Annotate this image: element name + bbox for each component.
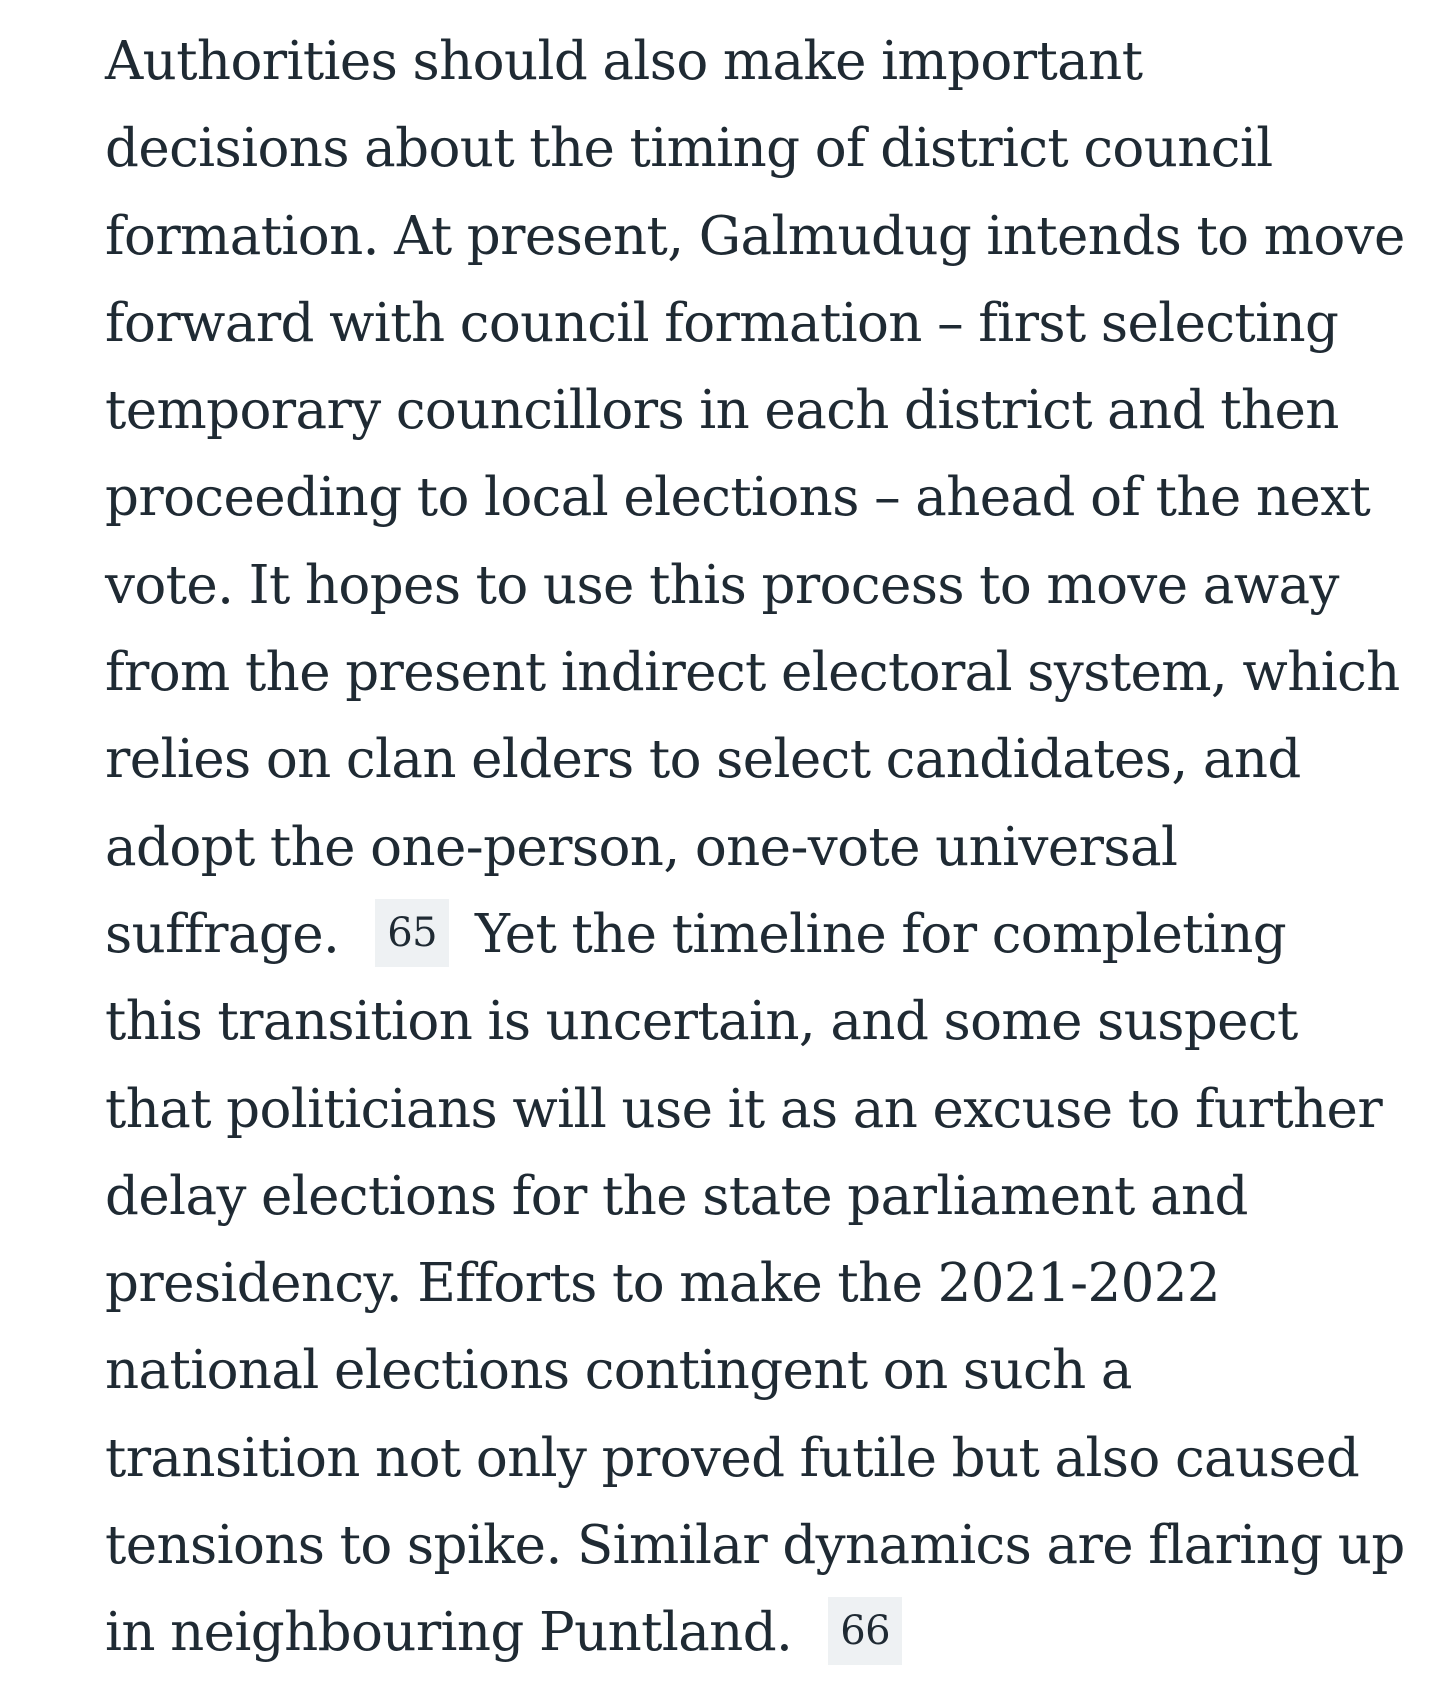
footnote-66-link[interactable]: 66 (828, 1597, 902, 1665)
paragraph-line: this transition is uncertain, and some suspect (105, 991, 1298, 1053)
paragraph-line: Authorities should also make important (105, 31, 1143, 92)
paragraph-line-with-footnote (105, 1589, 1355, 1676)
paragraph-line: transition not only proved futile but also caused (105, 1427, 1360, 1489)
paragraph-line: tensions to spike. Similar dynamics are flaring up (105, 1515, 1405, 1577)
paragraph-line: from the present indirect electoral system, which (105, 642, 1400, 704)
paragraph-line: proceeding to local elections – ahead of the next (105, 467, 1371, 529)
article-paragraph (105, 18, 1405, 1677)
paragraph-line: presidency. Efforts to make the 2021-2022 (105, 1253, 1220, 1315)
paragraph-line: delay elections for the state parliament and (105, 1165, 1248, 1227)
paragraph-text: Yet the timeline for completing (474, 903, 1287, 965)
paragraph-line: formation. At present, Galmudug intends to move (105, 205, 1405, 267)
paragraph-text: suffrage. (105, 903, 340, 965)
paragraph-text: in neighbouring Puntland. (105, 1602, 793, 1664)
paragraph-line: temporary councillors in each district and then (105, 380, 1339, 442)
paragraph-line: relies on clan elders to select candidates, and (105, 729, 1301, 791)
paragraph-line: vote. It hopes to use this process to move away (105, 554, 1339, 616)
footnote-65-link[interactable]: 65 (375, 899, 449, 967)
paragraph-line: decisions about the timing of district council (105, 118, 1273, 180)
paragraph-line: that politicians will use it as an excuse to further (105, 1078, 1383, 1140)
paragraph-line: adopt the one-person, one-vote universal (105, 816, 1178, 878)
paragraph-line: national elections contingent on such a (105, 1340, 1132, 1402)
paragraph-line-with-footnote (105, 891, 1355, 978)
paragraph-line: forward with council formation – first selecting (105, 292, 1339, 354)
